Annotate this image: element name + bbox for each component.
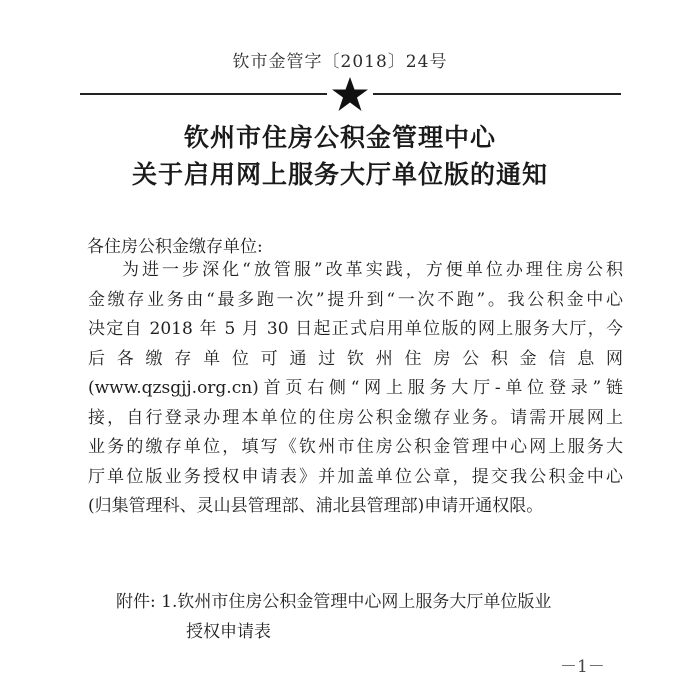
body-line: 接，自行登录办理本单位的住房公积金缴存业务。请需开展网上: [88, 407, 623, 428]
attachment-item-continuation: 授权申请表: [186, 622, 271, 642]
separator-rule-left: [80, 93, 327, 95]
body-line: 业务的缴存单位，填写《钦州市住房公积金管理中心网上服务大: [88, 437, 623, 457]
document-number: 钦市金管字〔2018〕24号: [232, 52, 448, 72]
star-icon: [331, 76, 369, 112]
document-title-line-1: 钦州市住房公积金管理中心: [183, 123, 496, 152]
body-line: 后各缴存单位可通过钦州住房公积金信息网: [88, 348, 623, 369]
attachment-label: 附件:: [116, 592, 156, 612]
body-line: (归集管理科、灵山县管理部、浦北县管理部)申请开通权限。: [88, 496, 544, 516]
document-title-line-2: 关于启用网上服务大厅单位版的通知: [131, 160, 548, 189]
attachment-item: 1.钦州市住房公积金管理中心网上服务大厅单位版业: [161, 592, 552, 612]
notice-body: [88, 256, 623, 522]
body-line: 金缴存业务由“最多跑一次”提升到“一次不跑”。我公积金中心: [88, 289, 623, 310]
page-number: －1－: [560, 657, 605, 677]
body-line: 厅单位版业务授权申请表》并加盖单位公章，提交我公积金中心: [88, 466, 623, 487]
body-line: (www.qzsgjj.org.cn)首页右侧“网上服务大厅-单位登录”链: [88, 378, 623, 398]
header-separator: [80, 76, 621, 112]
body-line: 为进一步深化“放管服”改革实践，方便单位办理住房公积: [122, 260, 623, 280]
body-line: 决定自 2018 年 5 月 30 日起正式启用单位版的网上服务大厅，今: [88, 319, 623, 339]
salutation: 各住房公积金缴存单位:: [87, 237, 263, 257]
separator-rule-right: [373, 93, 621, 95]
attachment-section: [116, 587, 551, 617]
